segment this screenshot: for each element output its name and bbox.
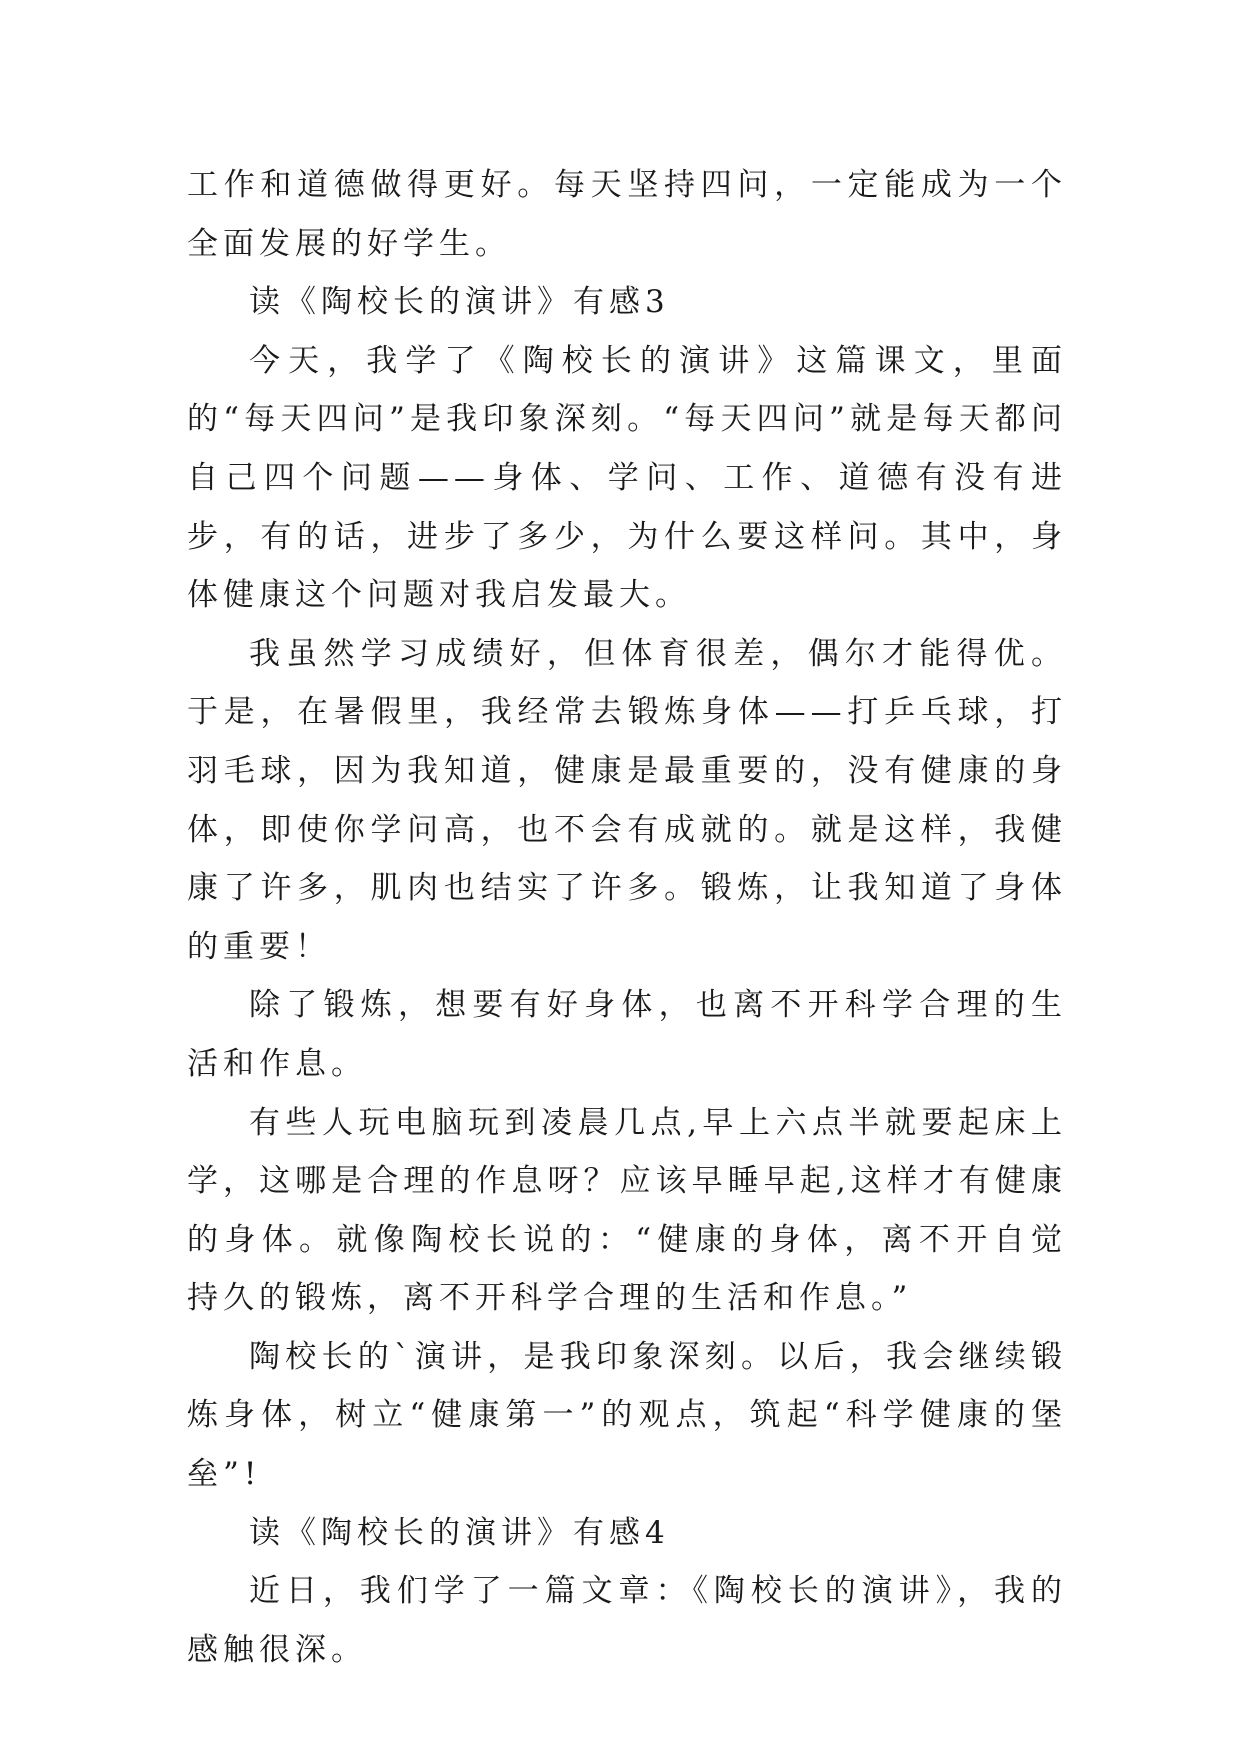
document-body: [187, 156, 1067, 1679]
paragraph: 陶校长的`演讲，是我印象深刻。以后，我会继续锻炼身体，树立“健康第一”的观点，筑起“科学健康的堡垒”!: [187, 1338, 1067, 1493]
section-heading-4: 读《陶校长的演讲》有感4: [249, 1514, 670, 1551]
paragraph: 有些人玩电脑玩到凌晨几点,早上六点半就要起床上学，这哪是合理的作息呀？应该早睡早起,这样才有健康的身体。就像陶校长说的：“健康的身体，离不开自觉持久的锻炼，离不开科学合理的生活和作息。”: [187, 1104, 1067, 1317]
section-heading-3: 读《陶校长的演讲》有感3: [249, 284, 670, 321]
paragraph: 除了锻炼，想要有好身体，也离不开科学合理的生活和作息。: [187, 987, 1067, 1082]
paragraph: 我虽然学习成绩好，但体育很差，偶尔才能得优。于是，在暑假里，我经常去锻炼身体——打乒乓球，打羽毛球，因为我知道，健康是最重要的，没有健康的身体，即使你学问高，也不会有成就的。就是这样，我健康了许多，肌肉也结实了许多。锻炼，让我知道了身体的重要！: [187, 635, 1067, 965]
paragraph: 近日，我们学了一篇文章：《陶校长的演讲》，我的感触很深。: [187, 1573, 1067, 1668]
paragraph-continuation: 工作和道德做得更好。每天坚持四问，一定能成为一个全面发展的好学生。: [187, 167, 1067, 262]
paragraph: 今天，我学了《陶校长的演讲》这篇课文，里面的“每天四问”是我印象深刻。“每天四问”就是每天都问自己四个问题——身体、学问、工作、道德有没有进步，有的话，进步了多少，为什么要这样问。其中，身体健康这个问题对我启发最大。: [187, 342, 1067, 614]
